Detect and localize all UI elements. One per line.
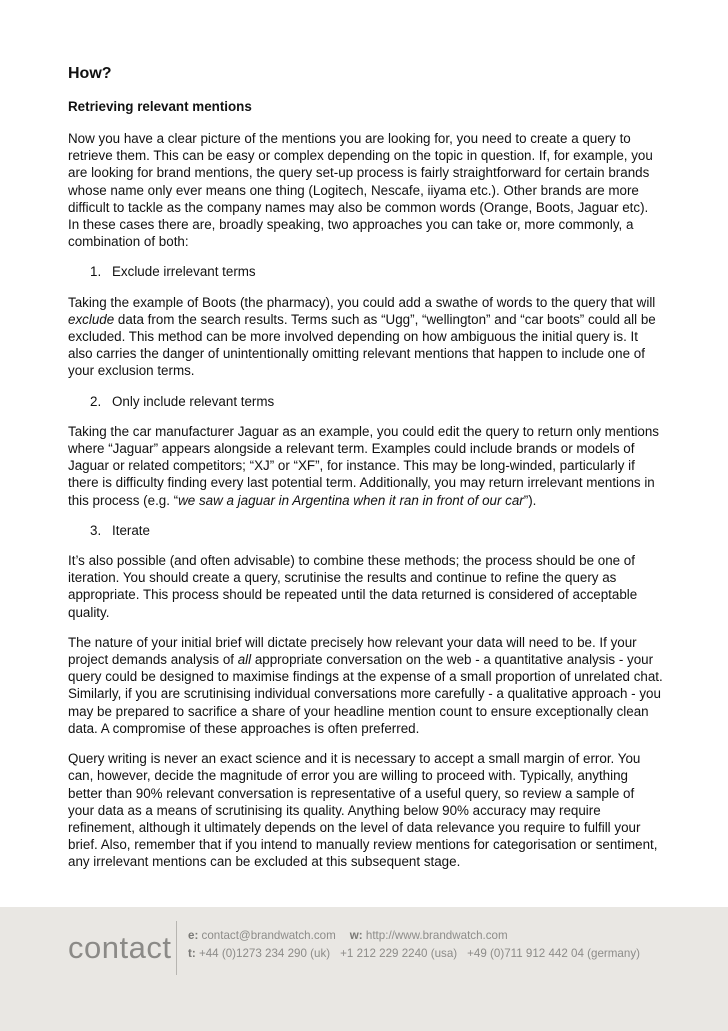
text-run: Taking the example of Boots (the pharmacy), you could add a swathe of words to the query that will: [68, 294, 656, 310]
list-number: 2.: [90, 393, 102, 409]
phone-uk: +44 (0)1273 234 290 (uk): [198, 947, 331, 960]
include-paragraph: [68, 423, 663, 509]
email-link[interactable]: contact@brandwatch.com: [201, 929, 336, 942]
list-label: Only include relevant terms: [112, 393, 275, 409]
text-run: The nature of your initial brief will dictate precisely how relevant your data will need to be. If your project demands analysis of: [68, 634, 637, 668]
intro-paragraph: Now you have a clear picture of the mentions you are looking for, you need to create a query to retrieve them. This can be easy or complex depending on the topic in question. If, for example, you are looking for brand mentions, the query set-up process is fairly straightforward for certain brands whose name only ever means one thing (Logitech, Nescafe, iiyama etc.). Other brands are more difficult to tackle as the company names may also be common words (Orange, Boots, Jaguar etc). In these cases there are, broadly speaking, two approaches you can take or, more commonly, a combination of both:: [68, 131, 653, 250]
list-item-exclude: [68, 263, 663, 280]
email-label: e:: [188, 929, 199, 942]
emphasis-text: all: [237, 652, 252, 668]
page-heading: How?: [68, 65, 112, 82]
web-label: w:: [349, 929, 363, 942]
list-label: Exclude irrelevant terms: [112, 264, 256, 280]
list-number: 1.: [90, 264, 102, 280]
list-item-iterate: [68, 522, 663, 539]
list-label: Iterate: [112, 522, 150, 538]
text-run: data from the search results. Terms such as “Ugg”, “wellington” and “car boots” could all be excluded. This method can be more involved depending on how ambiguous the initial query is. It also carries the danger of unintentionally omitting relevant mentions that happen to include one of your exclusion terms.: [68, 311, 656, 379]
contact-footer: [0, 907, 728, 1031]
text-run: ”).: [523, 492, 537, 508]
iterate-paragraph: It’s also possible (and often advisable) to combine these methods; the process should be one of iteration. You should create a query, scrutinise the results and continue to refine the query as appropriate. This process should be repeated until the data returned is considered of acceptable quality.: [68, 553, 638, 620]
website-link[interactable]: http://www.brandwatch.com: [365, 929, 508, 942]
error-margin-paragraph: Query writing is never an exact science and it is necessary to accept a small margin of error. You can, however, decide the magnitude of error you are willing to proceed with. Typically, anything better than 90% relevant conversation is representative of a useful query, so review a sample of your data as a means of scrutinising its quality. Anything below 90% accuracy may require refinement, although it ultimately depends on the level of data relevance you require to fulfill your brief. Also, remember that if you intend to manually review mentions for categorisation or sentiment, any irrelevant mentions can be excluded at this subsequent stage.: [68, 751, 658, 870]
text-run: Taking the car manufacturer Jaguar as an example, you could edit the query to return only mentions where “Jaguar” appears alongside a relevant term. Examples could include brands or models of Jaguar or related competitors; “XJ” or “XF”, for instance. This may be long-winded, particularly if there is difficulty finding every last potential term. Additionally, you may return irrelevant mentions in this process (e.g. “: [68, 423, 660, 508]
section-heading: Retrieving relevant mentions: [68, 99, 252, 114]
phone-germany: +49 (0)711 912 442 04 (germany): [467, 947, 640, 960]
list-number: 3.: [90, 522, 102, 538]
contact-wordmark: contact: [68, 930, 172, 965]
phone-usa: +1 212 229 2240 (usa): [340, 947, 458, 960]
footer-phone-line: [188, 947, 640, 961]
phone-label: t:: [188, 947, 196, 960]
document-body: [68, 64, 663, 884]
footer-divider: [176, 921, 177, 975]
footer-email-web-line: [188, 929, 508, 943]
exclude-paragraph: [68, 294, 663, 380]
list-item-include: [68, 393, 663, 410]
text-run: appropriate conversation on the web - a quantitative analysis - your query could be designed to maximise findings at the expense of a small proportion of unrelated chat. Similarly, if you are scrutinising individual conversations more carefully - a qualitative approach - you may be prepared to sacrifice a share of your headline mention count to ensure exceptionally clean data. A compromise of these approaches is often preferred.: [68, 652, 663, 736]
emphasis-text: exclude: [68, 311, 115, 327]
emphasis-text: we saw a jaguar in Argentina when it ran in front of our car: [178, 492, 524, 508]
brief-paragraph: [68, 634, 663, 737]
